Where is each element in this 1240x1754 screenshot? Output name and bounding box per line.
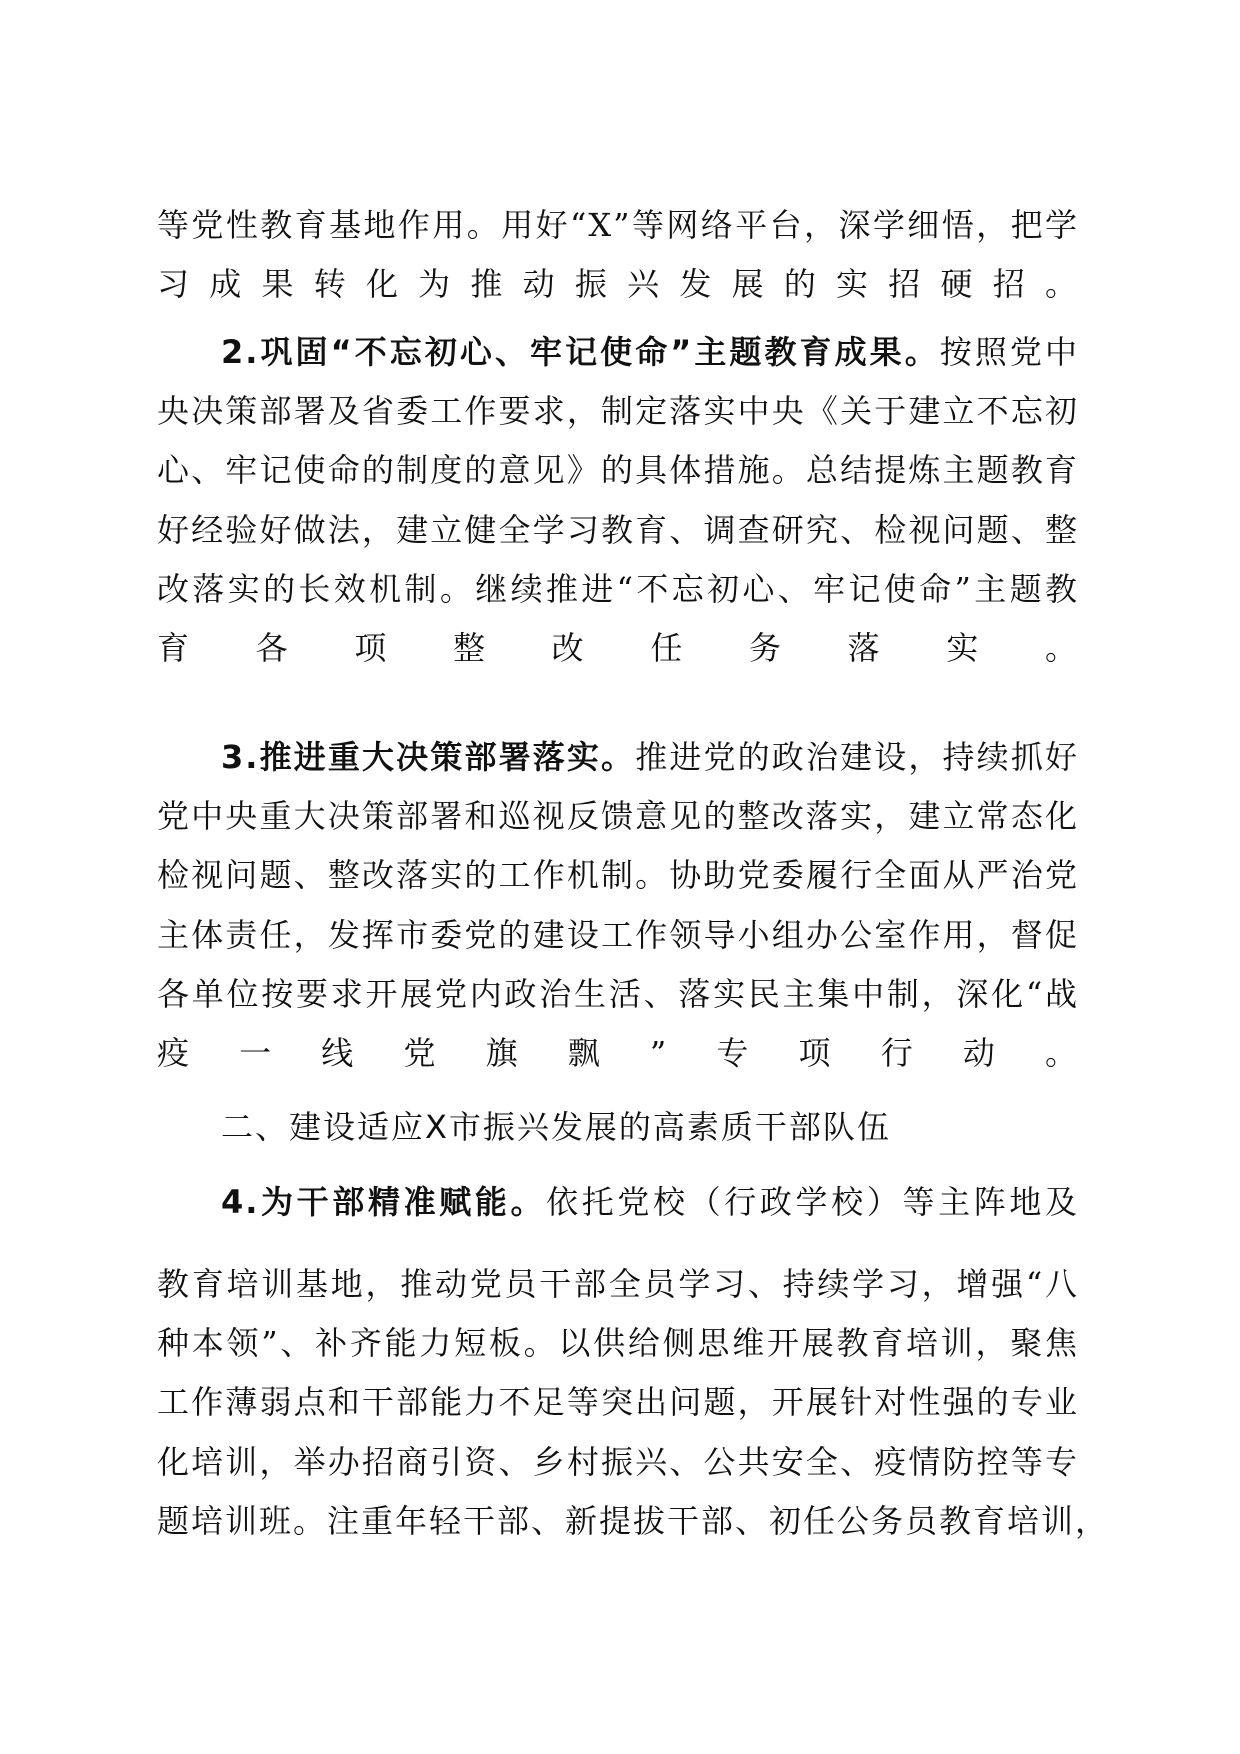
text-line: 教育培训基地，推动党员干部全员学习、持续学习，增强“八 — [157, 1265, 1079, 1303]
text-line: 疫一线党旗飘”专项行动。 — [157, 1034, 1079, 1073]
section-heading: 二、建设适应X市振兴发展的高素质干部队伍 — [221, 1108, 891, 1146]
text-line: 各单位按要求开展党内政治生活、落实民主集中制，深化“战 — [157, 974, 1079, 1013]
item-text: 依托党校（行政学校）等主阵地及 — [546, 1183, 1079, 1221]
text-line: 改落实的长效机制。继续推进“不忘初心、牢记使命”主题教 — [157, 569, 1079, 608]
item-text: 按照党中 — [939, 333, 1079, 371]
paragraph-first-line — [157, 323, 1079, 382]
text-line: 等党性教育基地作用。用好“X”等网络平台，深学细悟，把学 — [157, 206, 1079, 244]
item-title: 2.巩固“不忘初心、牢记使命”主题教育成果。 — [221, 333, 940, 371]
paragraph-continuation — [157, 1255, 1110, 1551]
text-line: 工作薄弱点和干部能力不足等突出问题，开展针对性强的专业 — [157, 1383, 1079, 1422]
paragraph-item-3 — [157, 728, 1079, 1083]
text-line: 心、牢记使命的制度的意见》的具体措施。总结提炼主题教育 — [157, 451, 1079, 490]
text-line: 习成果转化为推动振兴发展的实招硬招。 — [157, 265, 1079, 304]
text-line: 化培训，举办招商引资、乡村振兴、公共安全、疫情防控等专 — [157, 1442, 1079, 1481]
paragraph-item-2 — [157, 323, 1079, 678]
paragraph-continuation — [157, 196, 1079, 314]
paragraph-item-4 — [157, 1173, 1079, 1232]
text-line: 党中央重大决策部署和巡视反馈意见的整改落实，建立常态化 — [157, 797, 1079, 836]
item-title: 4.为干部精准赋能。 — [221, 1183, 547, 1221]
text-line: 检视问题、整改落实的工作机制。协助党委履行全面从严治党 — [157, 856, 1079, 895]
paragraph-first-line — [157, 1173, 1079, 1232]
text-line: 主体责任，发挥市委党的建设工作领导小组办公室作用，督促 — [157, 915, 1079, 954]
item-text: 推进党的政治建设，持续抓好 — [635, 738, 1079, 776]
text-line: 好经验好做法，建立健全学习教育、调查研究、检视问题、整 — [157, 510, 1079, 549]
text-line: 种本领”、补齐能力短板。以供给侧思维开展教育培训，聚焦 — [157, 1324, 1079, 1363]
paragraph-first-line — [157, 728, 1079, 787]
text-line: 题培训班。注重年轻干部、新提拔干部、初任公务员教育培训， — [157, 1501, 1110, 1540]
text-line: 央决策部署及省委工作要求，制定落实中央《关于建立不忘初 — [157, 392, 1079, 431]
text-line: 育各项整改任务落实。 — [157, 629, 1079, 668]
item-title: 3.推进重大决策部署落实。 — [221, 738, 636, 776]
